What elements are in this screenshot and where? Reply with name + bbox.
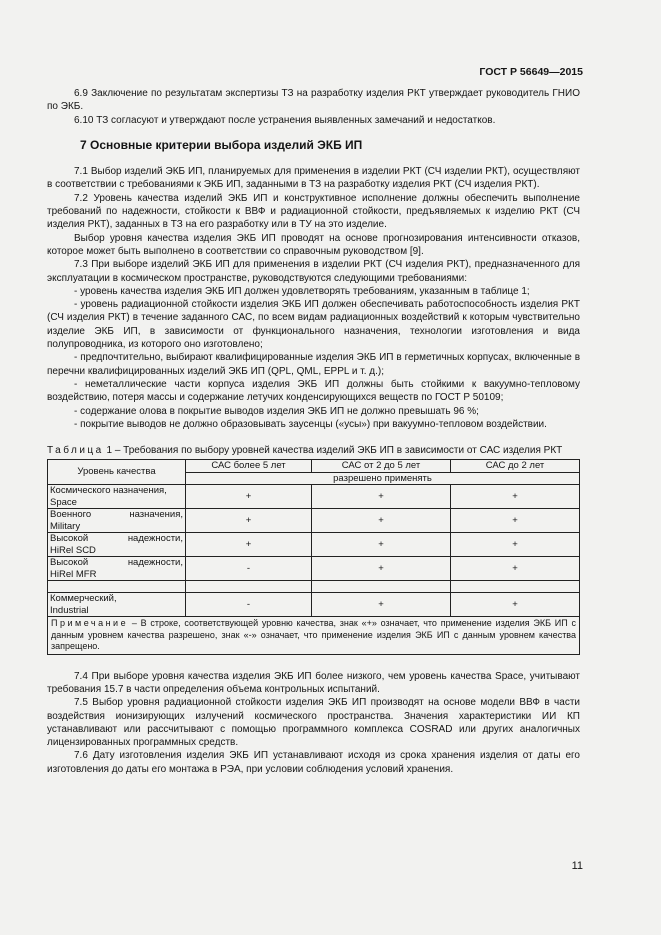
level-cell: Космического назначения, Space [48, 485, 186, 509]
paragraph-7-2: 7.2 Уровень качества изделий ЭКБ ИП и конструктивное исполнение должны обеспечить выполнение требований по надежности, стойкости к ВВФ и радиационной стойкости, предъявляемых к изделию РКТ (СЧ изделия РКТ), заданных в ТЗ на его разработку или в ТУ на это изделие. [47, 192, 580, 231]
header-sac-1: САС более 5 лет [186, 460, 312, 473]
value-cell: - [186, 557, 312, 581]
value-cell: + [312, 485, 451, 509]
text-body [47, 87, 580, 776]
table-header-row [48, 460, 580, 473]
note-text: – В строке, соответствующей уровню качества, знак «+» означает, что применение изделия ЭКБ ИП с данным уровнем качества разрешено, знак «-» означает, что применение изделия ЭКБ ИП с данным уровнем качества запрещено. [51, 618, 576, 652]
level-cell: Коммерческий, Industrial [48, 593, 186, 617]
paragraph-7-2-b: Выбор уровня качества изделия ЭКБ ИП проводят на основе прогнозирования интенсивности отказов, которое может быть выполнено в соответствии со справочным руководством [9]. [47, 232, 580, 257]
list-item: - содержание олова в покрытие выводов изделия ЭКБ ИП не должно превышать 96 %; [74, 405, 479, 417]
paragraph-7-1: 7.1 Выбор изделий ЭКБ ИП, планируемых для применения в изделии РКТ (СЧ изделии РКТ), осуществляют в соответствии с требованиями к ЭКБ ИП, заданными в ТЗ на разработку изделия РКТ (СЧ изделия РКТ). [47, 166, 580, 191]
paragraph-7-3: 7.3 При выборе изделий ЭКБ ИП для применения в изделии РКТ (СЧ изделия РКТ), предназначенного для эксплуатации в космическом пространстве, руководствуются следующими требованиями: [47, 259, 580, 284]
value-cell: + [451, 509, 580, 533]
list-item: - неметаллические части корпуса изделия ЭКБ ИП должны быть стойкими к вакуумно-тепловому воздействию, потеря массы и содержание летучих конденсирующихся веществ по ГОСТ Р 50109; [47, 378, 580, 404]
table-row [48, 557, 580, 581]
paragraph-7-5: 7.5 Выбор уровня радиационной стойкости изделия ЭКБ ИП производят на основе модели ВВФ в части воздействия ионизирующих излучений космического пространства. Значения характеристики ИИ КП устанавливают или рассчитывают с помощью программного комплекса COSRAD или других аналогичных лицензированных программных средств. [47, 697, 580, 749]
header-sac-2: САС от 2 до 5 лет [312, 460, 451, 473]
quality-table [47, 459, 580, 655]
header-level: Уровень качества [48, 460, 186, 485]
header-sac-3: САС до 2 лет [451, 460, 580, 473]
paragraph-6-9: 6.9 Заключение по результатам экспертизы ТЗ на разработку изделия РКТ утверждает руководитель ГНИО по ЭКБ. [47, 88, 580, 113]
note-label: Примечание [51, 618, 129, 629]
value-cell: + [312, 509, 451, 533]
list-item: - предпочтительно, выбирают квалифицированные изделия ЭКБ ИП в герметичных корпусах, включенные в перечни квалифицированных изделий ЭКБ ИП (QPL, QML, EPPL и т. д.); [47, 352, 580, 377]
value-cell: + [186, 509, 312, 533]
value-cell: + [451, 593, 580, 617]
table-note-row [48, 617, 580, 655]
paragraph-7-4: 7.4 При выборе уровня качества изделия ЭКБ ИП более низкого, чем уровень качества Space, учитывают требования 15.7 в части определения объема контрольных испытаний. [47, 670, 580, 695]
table-row [48, 485, 580, 509]
value-cell: + [186, 533, 312, 557]
value-cell: + [312, 593, 451, 617]
table-row [48, 509, 580, 533]
page-number: 11 [571, 860, 583, 872]
table-caption-label: Таблица [47, 445, 104, 457]
paragraph-7-6: 7.6 Дату изготовления изделия ЭКБ ИП устанавливают исходя из срока хранения изделия от даты его изготовления до даты его монтажа в РЭА, при условии соблюдения условий хранения. [47, 750, 580, 775]
table-spacer-row [48, 581, 580, 593]
level-cell: Высокой надежности, HiRel SCD [48, 533, 186, 557]
value-cell: + [312, 533, 451, 557]
value-cell: + [186, 485, 312, 509]
document-header: ГОСТ Р 56649—2015 [479, 66, 583, 78]
list-item: - покрытие выводов не должно образовывать заусенцы («усы») при вакуумно-тепловом воздействии. [74, 418, 547, 430]
table-row [48, 593, 580, 617]
table-caption-text: 1 – Требования по выбору уровней качества изделий ЭКБ ИП в зависимости от САС изделия РКТ [103, 445, 563, 457]
paragraph-6-10: 6.10 ТЗ согласуют и утверждают после устранения выявленных замечаний и недостатков. [74, 114, 496, 126]
list-item: - уровень качества изделия ЭКБ ИП должен удовлетворять требованиям, указанным в таблице 1; [74, 285, 530, 297]
text-after-table [47, 670, 580, 776]
list-item: - уровень радиационной стойкости изделия ЭКБ ИП должен обеспечивать работоспособность изделия РКТ (СЧ изделия РКТ) в течение заданного САС, по всем видам радиационных воздействий к которым чувствительно изделие ЭКБ ИП, в зависимости от функционального назначения, технологии изготовления и вида полупроводника, из которого оно изготовлено; [47, 299, 580, 351]
value-cell: + [451, 485, 580, 509]
level-cell: Высокой надежности, HiRel MFR [48, 557, 186, 581]
table-caption [47, 444, 580, 457]
value-cell: + [312, 557, 451, 581]
value-cell: + [451, 533, 580, 557]
value-cell: - [186, 593, 312, 617]
table-note [48, 617, 580, 655]
table-row [48, 533, 580, 557]
header-allowed: разрешено применять [186, 472, 580, 485]
value-cell: + [451, 557, 580, 581]
section-heading: 7 Основные критерии выбора изделий ЭКБ ИП [80, 137, 363, 152]
level-cell: Военного назначения, Military [48, 509, 186, 533]
